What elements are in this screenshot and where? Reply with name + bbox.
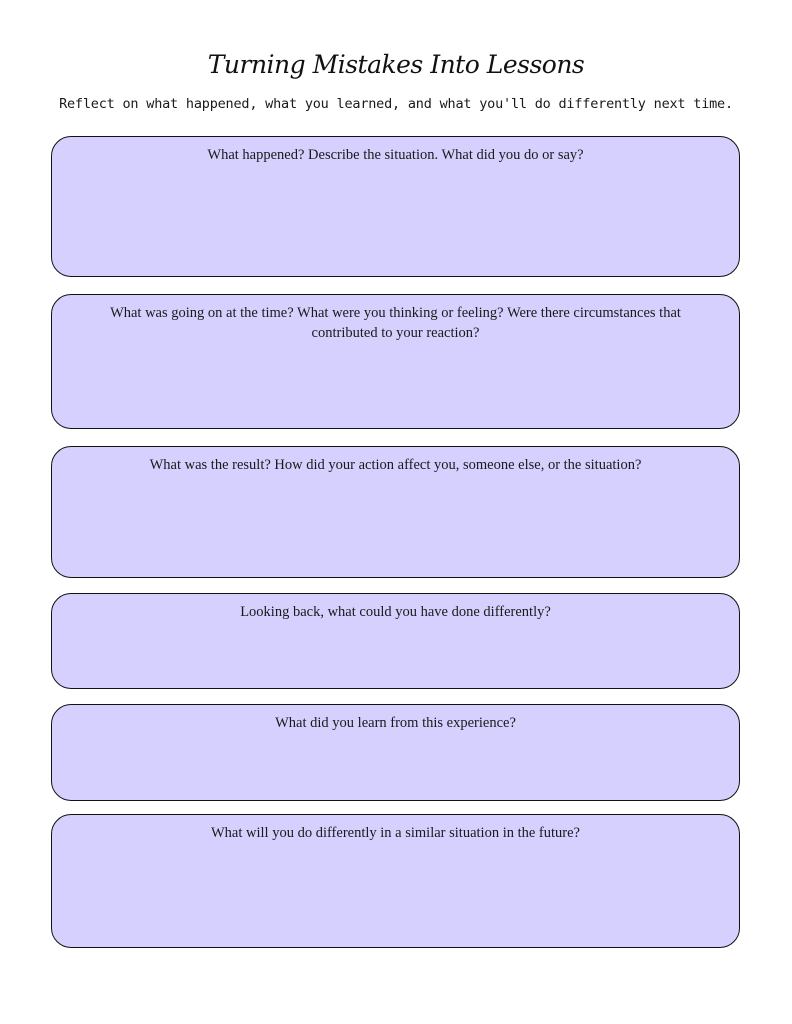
reflection-box-circumstances[interactable] <box>51 294 740 429</box>
prompt-label: What was the result? How did your action affect you, someone else, or the situation? <box>149 457 642 473</box>
reflection-box-done-differently[interactable] <box>51 593 740 689</box>
page-title: Turning Mistakes Into Lessons <box>207 50 585 79</box>
prompt-label: What happened? Describe the situation. What did you do or say? <box>207 147 584 163</box>
reflection-box-what-happened[interactable] <box>51 136 740 277</box>
page-subtitle: Reflect on what happened, what you learned, and what you'll do differently next time. <box>59 96 733 112</box>
prompt-label: What was going on at the time? What were you thinking or feeling? Were there circumstances that contributed to your reaction? <box>110 305 681 341</box>
prompt-label: What did you learn from this experience? <box>275 715 516 731</box>
prompt-label: What will you do differently in a similar situation in the future? <box>211 825 580 841</box>
reflection-box-future[interactable] <box>51 814 740 948</box>
reflection-box-result[interactable] <box>51 446 740 578</box>
reflection-box-learned[interactable] <box>51 704 740 801</box>
prompt-label: Looking back, what could you have done differently? <box>240 604 551 620</box>
